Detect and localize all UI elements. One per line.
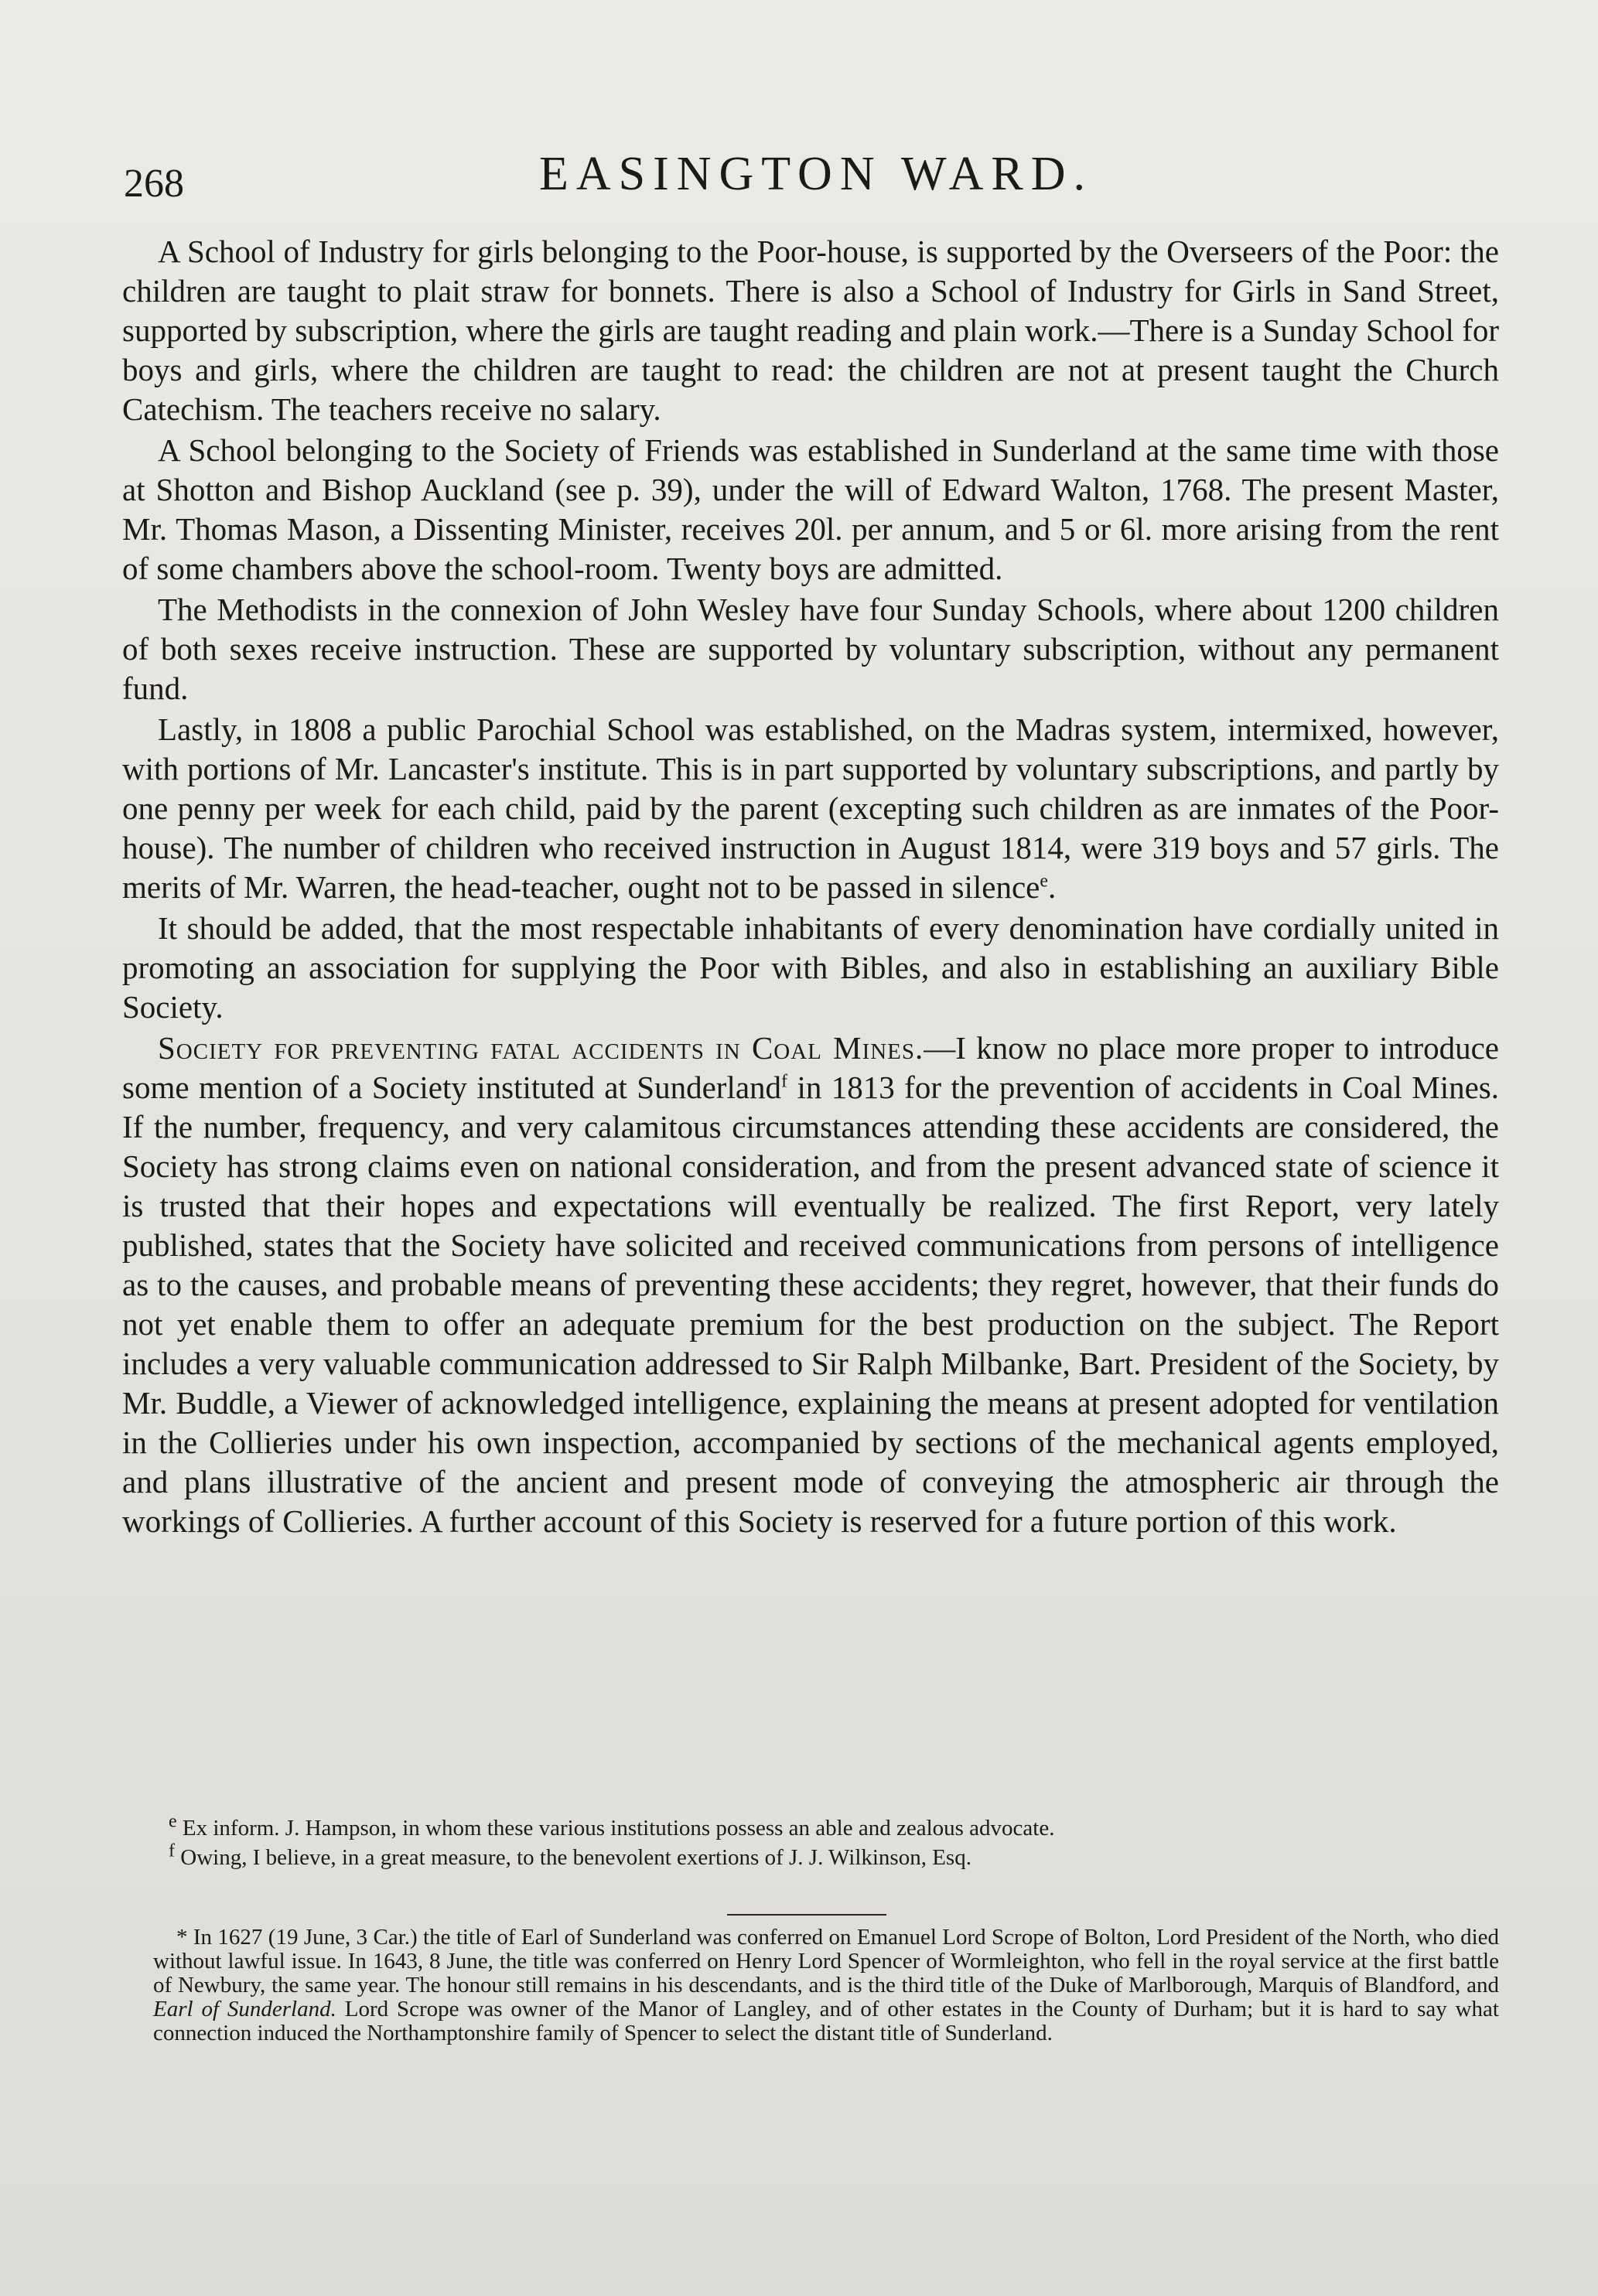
- footnote-divider: [727, 1914, 886, 1916]
- note-earl-of-sunderland: [153, 1926, 1499, 2045]
- footnote-ref-e: e: [1040, 871, 1048, 892]
- footnote-f-text: Owing, I believe, in a great measure, to the benevolent exertions of J. J. Wilkinson, Esq.: [175, 1845, 971, 1870]
- paragraph-school-of-industry: A School of Industry for girls belonging to the Poor-house, is supported by the Overseers of the Poor: the children are taught to plait straw for bonnets. There is also a School of Industry for Girls in Sand Street, supported by subscription, where the girls are taught reading and plain work.—There is a Sunday School for boys and girls, where the children are taught to read: the children are not at present taught the Church Catechism. The teachers receive no salary.: [122, 234, 1499, 427]
- footnote-mark-e: e: [169, 1811, 177, 1832]
- paragraph-coal-mines: [122, 1029, 1499, 1541]
- note-text-b: Lord Scrope was owner of the Manor of Langley, and of other estates in the County of Durham; but it is hard to say what connection induced the Northamptonshire family of Spencer to select the distant title of Sunderland.: [153, 1997, 1499, 2045]
- parochial-school-text: Lastly, in 1808 a public Parochial School was established, on the Madras system, intermixed, however, with portions of Mr. Lancaster's institute. This is in part supported by voluntary subscriptions, and partly by one penny per week for each child, paid by the parent (excepting such children as are inmates of the Poor-house). The number of children who received instruction in August 1814, were 319 boys and 57 girls. The merits of Mr. Warren, the head-teacher, ought not to be passed in silence: [122, 711, 1499, 905]
- paragraph-bible-society: It should be added, that the most respectable inhabitants of every denomination have cordially united in promoting an association for supplying the Poor with Bibles, and also in establishing an auxiliary Bible Society.: [122, 910, 1499, 1025]
- footnote-f: [169, 1843, 1499, 1872]
- footnote-e: [169, 1813, 1499, 1843]
- note-text-a: In 1627 (19 June, 3 Car.) the title of Earl of Sunderland was conferred on Emanuel Lord Scrope of Bolton, Lord President of the North, who died without lawful issue. In 1643, 8 June, the title was conferred on Henry Lord Spencer of Wormleighton, who fell in the royal service at the first battle of Newbury, the same year. The honour still remains in his descendants, and is the third title of the Duke of Marlborough, Marquis of Blandford, and: [153, 1925, 1500, 1997]
- coal-mines-text-b: in 1813 for the prevention of accidents in Coal Mines. If the number, frequency, and very calamitous circumstances attending these accidents are considered, the Society has strong claims even on national consideration, and from the present advanced state of science it is trusted that their hopes and expectations will eventually be realized. The first Report, very lately published, states that the Society have solicited and received communications from persons of intelligence as to the causes, and probable means of preventing these accidents; they regret, however, that their funds do not yet enable them to offer an adequate premium for the best production on the subject. The Report includes a very valuable communication addressed to Sir Ralph Milbanke, Bart. President of the Society, by Mr. Buddle, a Viewer of acknowledged intelligence, explaining the means at present adopted for ventilation in the Collieries under his own inspection, accompanied by sections of the mechanical agents employed, and plans illustrative of the ancient and present mode of conveying the atmospheric air through the workings of Collieries. A further account of this Society is reserved for a future portion of this work.: [122, 1070, 1499, 1539]
- footnote-e-text: Ex inform. J. Hampson, in whom these various institutions possess an able and zealous advocate.: [176, 1816, 1055, 1841]
- footnotes: [169, 1813, 1499, 1872]
- paragraph-society-of-friends: A School belonging to the Society of Friends was established in Sunderland at the same time with those at Shotton and Bishop Auckland (see p. 39), under the will of Edward Walton, 1768. The present Master, Mr. Thomas Mason, a Dissenting Minister, receives 20l. per annum, and 5 or 6l. more arising from the rent of some chambers above the school-room. Twenty boys are admitted.: [122, 432, 1499, 586]
- paragraph-parochial-school: [122, 710, 1499, 907]
- parochial-school-end: .: [1048, 869, 1057, 905]
- page-header: [124, 139, 1508, 217]
- note-paragraph: [153, 1926, 1499, 2045]
- page-number: 268: [124, 162, 184, 206]
- footnote-mark-f: f: [169, 1841, 175, 1861]
- running-title: EASINGTON WARD.: [538, 148, 1094, 200]
- note-text-italic: Earl of Sunderland.: [153, 1997, 336, 2021]
- footnote-ref-f: f: [781, 1071, 788, 1092]
- paragraph-methodists: The Methodists in the connexion of John Wesley have four Sunday Schools, where about 1200 children of both sexes receive instruction. These are supported by voluntary subscription, without any permanent fund.: [122, 592, 1499, 706]
- section-heading-coal-mines: Society for preventing fatal accidents in Coal Mines.: [158, 1030, 924, 1066]
- note-mark: *: [176, 1925, 193, 1950]
- main-text: [122, 232, 1499, 1541]
- coal-mines-text-a: —I know no place more proper to introduce some mention of a Society instituted at Sunderland: [122, 1030, 1499, 1105]
